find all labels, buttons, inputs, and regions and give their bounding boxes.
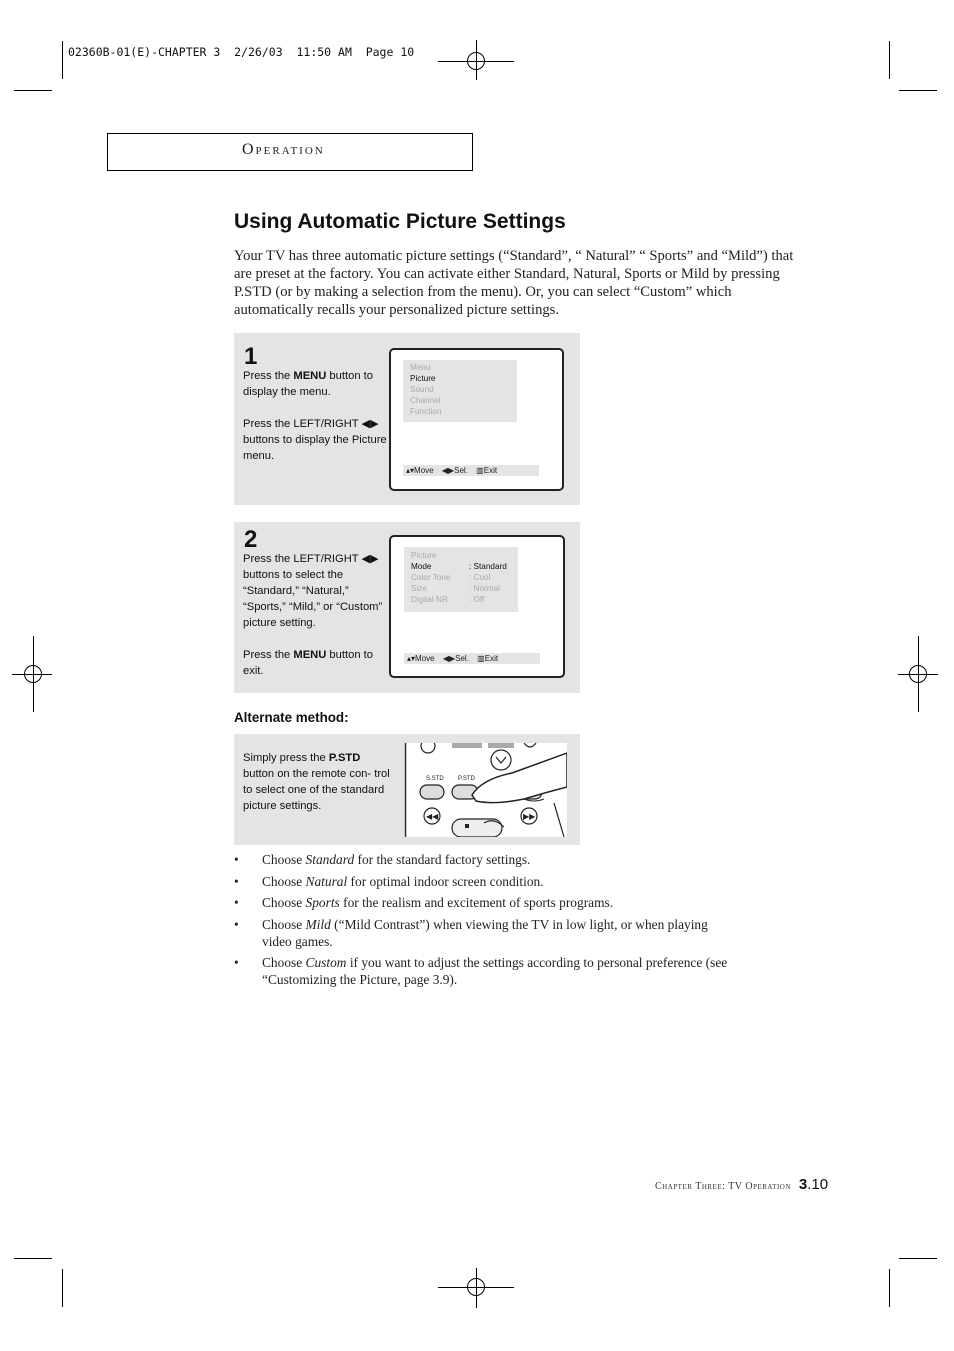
svg-text:▶▶: ▶▶: [523, 812, 536, 821]
osd-main-menu: [403, 360, 517, 422]
step-2-paragraph-2: Press the MENU button to exit.: [243, 649, 373, 677]
osd-row-color-tone: Color Tone : Cool: [411, 573, 491, 582]
sstd-label: S.STD: [426, 776, 444, 782]
alternate-method-panel: [234, 734, 580, 845]
step-1-number: 1: [244, 343, 258, 370]
osd-menu-title: Menu: [410, 363, 431, 372]
list-item: • Choose Mild (“Mild Contrast”) when viewing the TV in low light, or when playing video games.: [234, 916, 708, 949]
sel-arrows-icon: ◀▶: [441, 466, 455, 475]
alternate-method-text: Simply press the P.STD button on the remote con- trol to select one of the standard picture settings.: [243, 752, 390, 812]
list-item: • Choose Sports for the realism and excitement of sports programs.: [234, 895, 614, 910]
sel-arrows-icon: ◀▶: [442, 654, 456, 663]
settings-bullet-list: [234, 851, 794, 993]
osd-menu-sound: Sound: [410, 385, 434, 394]
svg-text:◀◀: ◀◀: [426, 812, 439, 821]
sstd-button: [420, 785, 444, 799]
alternate-method-heading: Alternate method:: [234, 710, 349, 725]
step-1-panel: [234, 333, 580, 505]
osd-nav-bar-2: ▴▾Move ◀▶Sel. ▥Exit: [404, 653, 540, 664]
footer-chapter: Chapter Three: TV Operation: [655, 1181, 791, 1192]
step-2-number: 2: [244, 526, 258, 553]
section-label: Operation: [242, 141, 325, 158]
step-2-paragraph-1: Press the LEFT/RIGHT ◀▶ buttons to select the “Standard,” “Natural,” “Sports,” “Mild,” or “Custom” picture setting.: [243, 553, 383, 629]
list-item: • Choose Standard for the standard factory settings.: [234, 852, 531, 867]
move-arrows-icon: ▴▾: [406, 466, 415, 475]
step-1-paragraph-2: Press the LEFT/RIGHT ◀▶ buttons to display the Picture menu.: [243, 418, 387, 462]
list-item: • Choose Natural for optimal indoor screen condition.: [234, 873, 544, 889]
tv-screen-2: [389, 535, 565, 678]
step-2-instructions: [243, 551, 388, 679]
list-item: • Choose Custom if you want to adjust the settings according to personal preference (see “Customizing the Picture, page 3.9).: [234, 955, 728, 987]
osd-row-size: Size : Normal: [411, 584, 500, 593]
page-number: 3.10: [798, 1176, 829, 1193]
section-header-box: [107, 133, 473, 171]
move-arrows-icon: ▴▾: [407, 654, 416, 663]
remote-control-illustration: [404, 743, 567, 837]
intro-paragraph: Your TV has three automatic picture settings (“Standard”, “ Natural” “ Sports” and “Mild”) that are preset at the factory. You can activate either Standard, Natural, Sports or Mild by pressing P.STD (or by making a selection from the menu). Or, you can select “Custom” which automatically recalls your personalized picture settings.: [234, 248, 794, 318]
step-1-instructions: [243, 368, 388, 464]
osd-row-mode: Mode : Standard: [411, 562, 507, 571]
page-title: Using Automatic Picture Settings: [234, 210, 566, 233]
osd-menu-picture: Picture: [410, 374, 436, 383]
osd-menu-function: Function: [410, 407, 442, 416]
osd-picture-header: Picture: [411, 551, 437, 560]
page-footer: [655, 1176, 828, 1194]
step-1-paragraph-1: Press the MENU button to display the menu.: [243, 370, 373, 398]
pstd-label: P.STD: [458, 776, 475, 782]
print-header: 02360B-01(E)-CHAPTER 3 2/26/03 11:50 AM Page 10: [68, 45, 415, 59]
osd-row-digital-nr: Digital NR : Off: [411, 595, 485, 604]
osd-menu-channel: Channel: [410, 396, 441, 405]
step-2-panel: [234, 522, 580, 693]
menu-exit-icon: ▥: [476, 466, 484, 475]
osd-picture-menu: [404, 547, 518, 612]
tv-screen-1: [389, 348, 564, 491]
osd-nav-bar-1: ▴▾Move ◀▶Sel. ▥Exit: [403, 465, 539, 476]
menu-exit-icon: ▥: [477, 654, 485, 663]
